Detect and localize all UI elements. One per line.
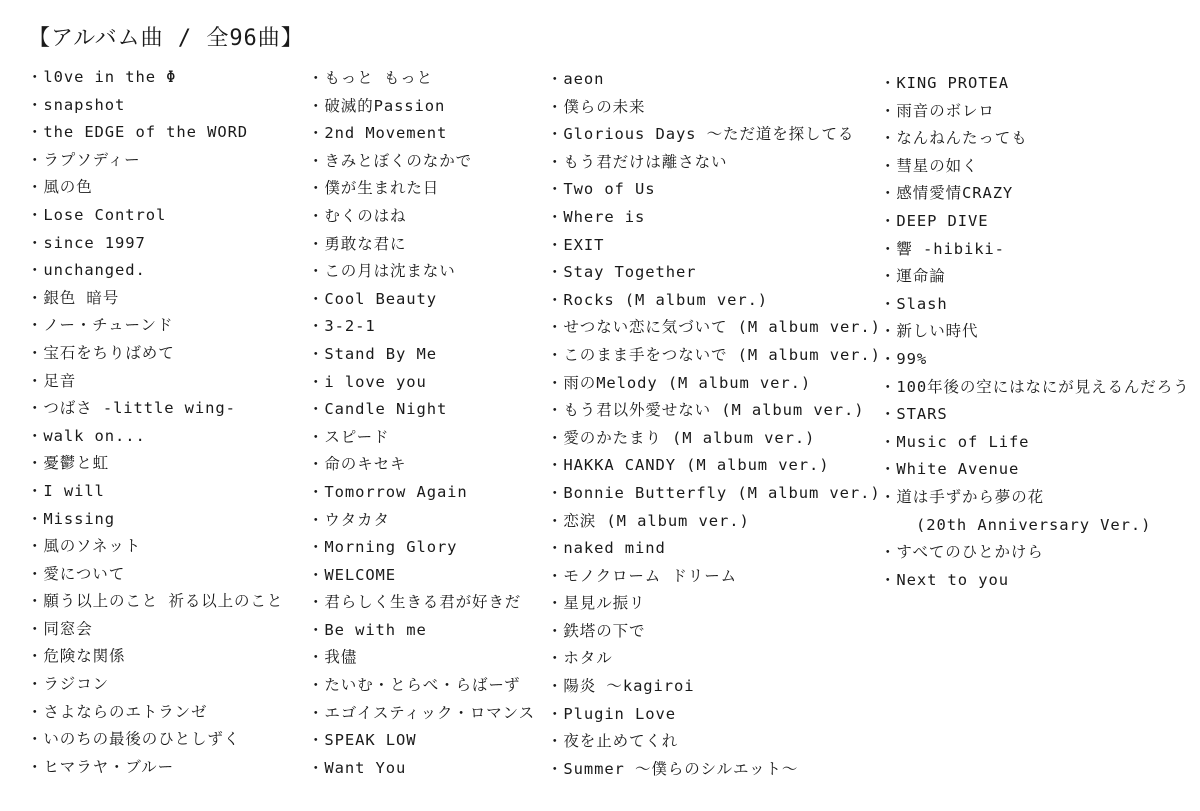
song-list-item: ・Lose Control <box>27 205 167 224</box>
song-list-item: ・Stand By Me <box>308 344 437 363</box>
song-list-item: ・恋涙 (M album ver.) <box>547 511 750 530</box>
song-list-item: ・SPEAK LOW <box>308 731 417 750</box>
song-list-item: ・Cool Beauty <box>308 289 437 308</box>
song-list-item: ・すべてのひとかけら <box>880 543 1044 562</box>
song-list-item: ・響 -hibiki- <box>880 239 1005 258</box>
song-list-item: ・足音 <box>27 371 77 390</box>
song-list-item: ・Music of Life <box>880 432 1030 451</box>
song-list-item: ・さよならのエトランゼ <box>27 702 208 721</box>
song-list-item: ・命のキセキ <box>308 455 407 474</box>
song-list-item: ・僕らの未来 <box>547 97 646 116</box>
song-list-item: ・きみとぼくのなかで <box>308 151 473 170</box>
song-column-3 <box>547 66 881 783</box>
song-list-item: ・銀色 暗号 <box>27 288 120 307</box>
song-list-item: ・100年後の空にはなにが見えるんだろう <box>880 377 1190 396</box>
song-list-item: ・Morning Glory <box>308 538 458 557</box>
song-list-item: ・aeon <box>547 70 605 88</box>
song-list-item: ・DEEP DIVE <box>880 211 989 230</box>
song-list-item: ・Slash <box>880 294 948 313</box>
song-list-item: ・なんねんたっても <box>880 129 1028 148</box>
song-list-item: ・新しい時代 <box>880 322 979 341</box>
song-list-item: ・たいむ・とらべ・らばーず <box>308 676 521 695</box>
song-list-item: ・夜を止めてくれ <box>547 732 679 751</box>
song-list-item: ・i love you <box>308 372 427 391</box>
song-list-item: ・宝石をちりばめて <box>27 343 175 362</box>
song-list-item: ・snapshot <box>27 95 126 114</box>
song-list-item: ・運命論 <box>880 267 946 286</box>
song-list-item: ・スピード <box>308 427 390 446</box>
song-list-item: ・Stay Together <box>547 263 697 282</box>
song-list-item: ・憂鬱と虹 <box>27 454 110 473</box>
song-list-item: ・99% <box>880 349 928 368</box>
song-list-item: ・せつない恋に気づいて (M album ver.) <box>547 318 881 337</box>
song-list-item: ・鉄塔の下で <box>547 621 646 640</box>
song-list-item: (20th Anniversary Ver.) <box>916 515 1152 534</box>
song-list-item: ・ホタル <box>547 649 613 668</box>
song-list-item: ・つばさ -little wing- <box>27 399 236 418</box>
song-list-item: ・naked mind <box>547 539 666 558</box>
song-list-item: ・unchanged. <box>27 261 146 280</box>
song-list-item: ・彗星の如く <box>880 156 979 175</box>
song-list-item: ・ラプソディー <box>27 150 141 169</box>
song-list-item: ・風のソネット <box>27 537 142 556</box>
song-list-item: ・Two of Us <box>547 180 656 199</box>
song-list-item: ・僕が生まれた日 <box>308 179 440 198</box>
song-list-item: ・walk on... <box>27 426 146 445</box>
song-list-item: ・Rocks (M album ver.) <box>547 290 769 309</box>
song-list-item: ・Plugin Love <box>547 704 676 723</box>
song-list-item: ・星見ル振リ <box>547 594 646 613</box>
song-list-item: ・HAKKA CANDY (M album ver.) <box>547 456 830 475</box>
song-list-item: ・このまま手をつないで (M album ver.) <box>547 345 881 364</box>
song-list-item: ・WELCOME <box>308 565 397 584</box>
song-list-item: ・陽炎 ～kagiroi <box>547 677 695 696</box>
song-list-item: ・White Avenue <box>880 460 1020 479</box>
song-list-item: ・ラジコン <box>27 675 110 694</box>
song-column-1 <box>27 64 283 781</box>
song-list-item: ・2nd Movement <box>308 124 448 143</box>
song-list-item: ・EXIT <box>547 235 605 254</box>
song-list-item: ・君らしく生きる君が好きだ <box>308 593 522 612</box>
song-list-item: ・l0ve in the Φ <box>27 68 177 86</box>
page-title: 【アルバム曲 / 全96曲】 <box>28 26 304 51</box>
song-list-item: ・雨のMelody (M album ver.) <box>547 373 812 392</box>
song-list-item: ・I will <box>27 481 105 500</box>
song-list-item: ・Bonnie Butterfly (M album ver.) <box>547 483 881 502</box>
song-list-item: ・モノクローム ドリーム <box>547 566 738 585</box>
song-list-item: ・KING PROTEA <box>880 74 1009 92</box>
song-list-item: ・Summer ～僕らのシルエット～ <box>547 759 799 778</box>
song-list-item: ・Tomorrow Again <box>308 482 468 501</box>
song-list-item: ・我儘 <box>308 648 358 667</box>
song-list-item: ・もう君以外愛せない (M album ver.) <box>547 401 865 420</box>
song-list-item: ・since 1997 <box>27 233 146 252</box>
song-column-4 <box>880 70 1190 594</box>
song-list-item: ・ヒマラヤ・ブルー <box>27 757 174 776</box>
song-list-item: ・Next to you <box>880 570 1009 589</box>
song-list-item: ・もう君だけは離さない <box>547 152 728 171</box>
song-list-item: ・ウタカタ <box>308 510 390 529</box>
song-column-2 <box>308 65 535 782</box>
song-list-item: ・同窓会 <box>27 619 93 638</box>
song-list-item: ・勇敢な君に <box>308 234 407 253</box>
song-list-item: ・愛について <box>27 564 126 583</box>
song-list-item: ・Want You <box>308 758 407 777</box>
song-list-item: ・STARS <box>880 405 948 424</box>
song-list-item: ・Glorious Days ～ただ道を探してる <box>547 125 855 144</box>
song-list-item: ・この月は沈まない <box>308 262 456 281</box>
song-list-item: ・雨音のボレロ <box>880 101 995 120</box>
song-list-item: ・道は手ずから夢の花 <box>880 487 1045 506</box>
song-list-item: ・3-2-1 <box>308 317 376 336</box>
song-list-item: ・Be with me <box>308 620 427 639</box>
song-list-item: ・破滅的Passion <box>308 96 446 115</box>
song-list-item: ・the EDGE of the WORD <box>27 123 249 142</box>
song-list-item: ・エゴイスティック・ロマンス <box>308 703 535 722</box>
song-list-item: ・風の色 <box>27 178 93 197</box>
song-list-item: ・いのちの最後のひとしずく <box>27 730 241 749</box>
song-list-item: ・もっと もっと <box>308 69 434 87</box>
song-list-item: ・愛のかたまり (M album ver.) <box>547 428 816 447</box>
song-list-item: ・Candle Night <box>308 400 448 419</box>
song-list-item: ・感情愛情CRAZY <box>880 184 1014 203</box>
song-list-item: ・Missing <box>27 509 116 528</box>
song-list-item: ・危険な関係 <box>27 647 126 666</box>
song-list-item: ・願う以上のこと 祈る以上のこと <box>27 592 284 611</box>
song-list-item: ・ノー・チューンド <box>27 316 174 335</box>
song-list-item: ・むくのはね <box>308 206 407 225</box>
song-list-item: ・Where is <box>547 207 646 226</box>
